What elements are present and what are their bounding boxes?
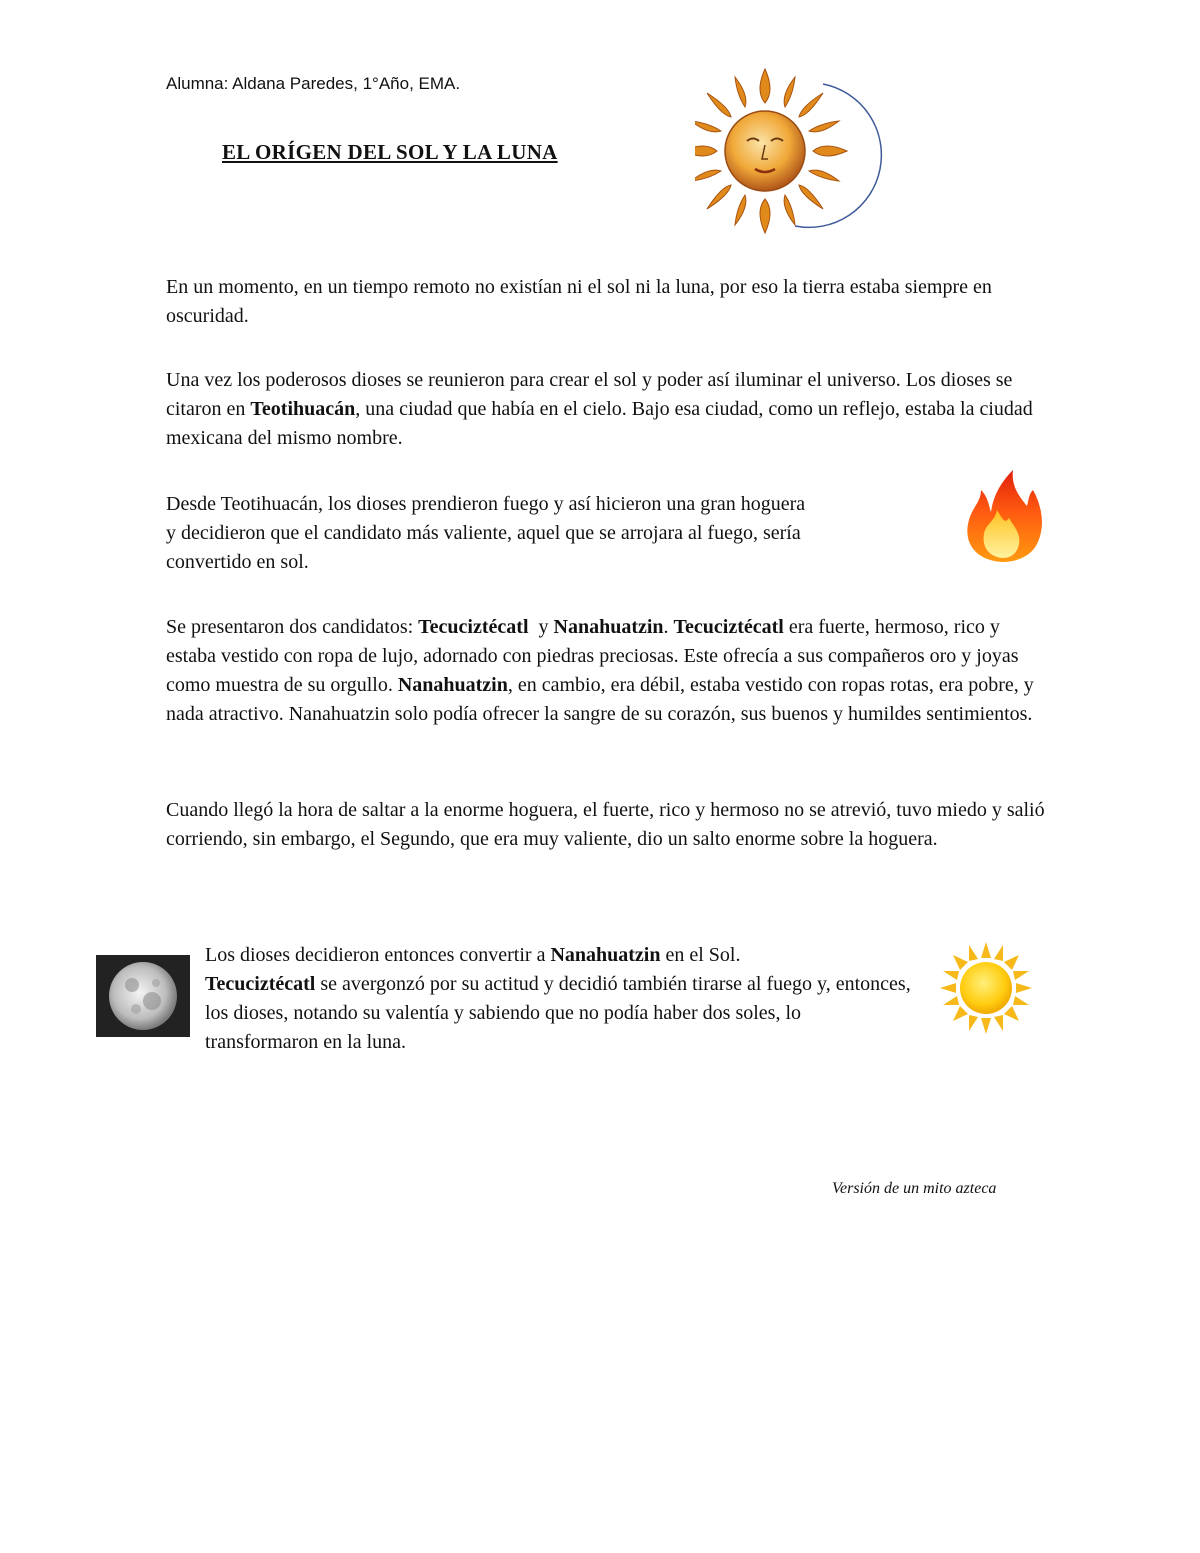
paragraph-6-text-a: Los dioses decidieron entonces convertir a	[205, 944, 551, 966]
paragraph-3-line-3: convertido en sol.	[166, 551, 309, 573]
paragraph-2	[166, 366, 1046, 453]
paragraph-1: En un momento, en un tiempo remoto no existían ni el sol ni la luna, por eso la tierra estaba siempre en oscuridad.	[166, 276, 992, 327]
paragraph-3-line-2: y decidieron que el candidato más valiente, aquel que se arrojara al fuego, sería	[166, 522, 801, 544]
paragraph-4-text-g: era fuerte, hermoso, rico y estaba vestido con ropa de lujo, adornado con piedras preciosas. Este ofrecía a sus compañeros oro y joyas como muestra de su orgullo.	[166, 616, 1019, 696]
document-title: EL ORÍGEN DEL SOL Y LA LUNA	[222, 140, 558, 164]
sun-icon	[938, 940, 1034, 1036]
fire-illustration	[955, 462, 1050, 567]
paragraph-2-text-c: , una ciudad que había en el cielo. Bajo esa ciudad, como un reflejo, estaba la ciudad mexicana del mismo nombre.	[166, 398, 1033, 449]
paragraph-3	[166, 490, 936, 577]
footer-note: Versión de un mito azteca	[832, 1180, 997, 1197]
paragraph-5: Cuando llegó la hora de saltar a la enorme hoguera, el fuerte, rico y hermoso no se atrevió, tuvo miedo y salió corriendo, sin embargo, el Segundo, que era muy valiente, dio un salto enorme sobre la hoguera.	[166, 799, 1045, 850]
paragraph-6-text-e: se avergonzó por su actitud y decidió también tirarse al fuego y, entonces, los dioses, notando su valentía y sabiendo que no podía haber dos soles, lo transformaron en la luna.	[205, 973, 911, 1053]
tecuciztecatl-bold-1: Tecuciztécatl	[418, 616, 529, 638]
paragraph-6-text-c: en el Sol.	[660, 944, 741, 966]
sun-moon-illustration	[695, 66, 890, 236]
paragraph-6	[205, 941, 915, 1057]
paragraph-4-text-i: , en cambio, era débil, estaba vestido con ropas rotas, era pobre, y nada atractivo. Nanahuatzin solo podía ofrecer la sangre de su corazón, sus buenos y humildes sentimientos.	[166, 674, 1034, 725]
tecuciztecatl-bold-3: Tecuciztécatl	[205, 973, 316, 995]
paragraph-4-text-e: .	[663, 616, 674, 638]
paragraph-3-line-1: Desde Teotihuacán, los dioses prendieron fuego y así hicieron una gran hoguera	[166, 493, 806, 515]
teotihuacan-bold: Teotihuacán	[250, 398, 356, 420]
nanahuatzin-bold-3: Nanahuatzin	[550, 944, 661, 966]
full-moon-icon	[96, 955, 190, 1037]
nanahuatzin-bold-2: Nanahuatzin	[397, 674, 508, 696]
author-line: Alumna: Aldana Paredes, 1°Año, EMA.	[166, 74, 461, 93]
paragraph-4-text-a: Se presentaron dos candidatos:	[166, 616, 419, 638]
paragraph-4	[166, 613, 1046, 729]
paragraph-4-text-c: y	[528, 616, 554, 638]
moon-image	[96, 955, 190, 1037]
fire-icon	[955, 462, 1050, 567]
sun-moon-icon	[695, 66, 890, 236]
paragraph-2-text-a: Una vez los poderosos dioses se reunieron para crear el sol y poder así iluminar el universo. Los dioses se citaron en	[166, 369, 1013, 420]
sun-illustration	[938, 940, 1034, 1036]
nanahuatzin-bold-1: Nanahuatzin	[553, 616, 664, 638]
paragraph-6-rest	[205, 970, 915, 1057]
paragraph-6-line-1	[205, 941, 915, 970]
tecuciztecatl-bold-2: Tecuciztécatl	[673, 616, 784, 638]
